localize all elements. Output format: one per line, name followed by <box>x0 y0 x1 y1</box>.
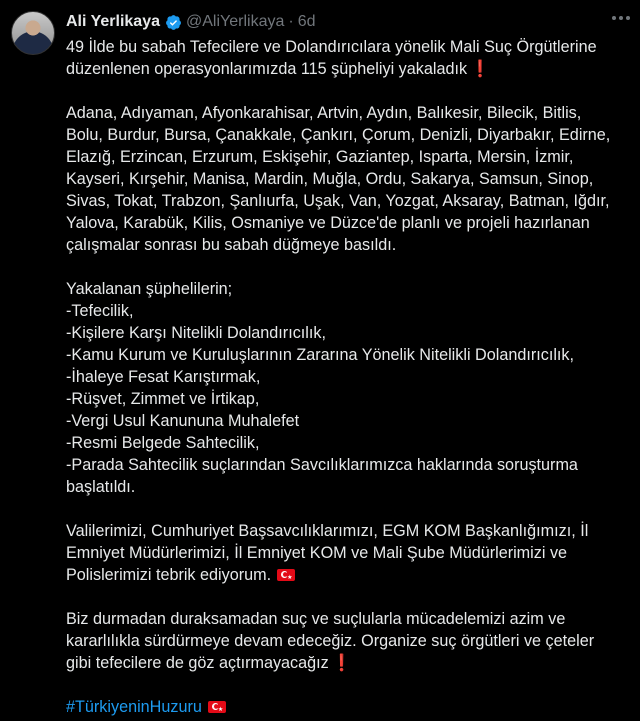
text-line: -Kamu Kurum ve Kuruluşlarının Zararına Yönelik Nitelikli Dolandırıcılık, <box>66 346 575 364</box>
text-line: düzenlenen operasyonlarımızda 115 şüpheliyi yakaladık <box>66 60 468 78</box>
text-line: Biz durmadan duraksamadan suç ve suçlularla mücadelemizi azim ve <box>66 610 566 628</box>
hashtag-link[interactable]: #TürkiyeninHuzuru <box>66 698 202 716</box>
thanks-paragraph <box>66 520 626 586</box>
flag-turkey-icon <box>277 569 295 581</box>
text-line: -Parada Sahtecilik suçlarından Savcılıklarımızca haklarında soruşturma <box>66 456 578 474</box>
text-line: Bolu, Burdur, Bursa, Çanakkale, Çankırı, Çorum, Denizli, Diyarbakır, Edirne, <box>66 126 611 144</box>
text-line: 49 İlde bu sabah Tefecilere ve Dolandırıcılara yönelik Mali Suç Örgütlerine <box>66 38 597 56</box>
tweet-text <box>66 36 626 718</box>
text-line: -Vergi Usul Kanununa Muhalefet <box>66 412 300 430</box>
text-line: Emniyet Müdürlerimizi, İl Emniyet KOM ve Mali Şube Müdürlerimizi ve <box>66 544 568 562</box>
text-line: Elazığ, Erzincan, Erzurum, Eskişehir, Gaziantep, Isparta, Mersin, İzmir, <box>66 148 574 166</box>
timestamp[interactable]: 6d <box>297 13 316 30</box>
cities-paragraph <box>66 102 626 256</box>
text-line: -Rüşvet, Zimmet ve İrtikap, <box>66 390 260 408</box>
text-line: kararlılıkla sürdürmeye devam edeceğiz. Organize suç örgütleri ve çeteler <box>66 632 595 650</box>
separator: · <box>288 13 294 30</box>
text-line: -Tefecilik, <box>66 302 134 320</box>
flag-turkey-icon <box>208 701 226 713</box>
intro-paragraph <box>66 36 626 80</box>
text-line: Yakalanan şüphelilerin; <box>66 280 233 298</box>
user-handle[interactable]: @AliYerlikaya <box>186 13 285 30</box>
text-line: Valilerimizi, Cumhuriyet Başsavcılıklarımızı, EGM KOM Başkanlığımızı, İl <box>66 522 589 540</box>
tweet-header <box>66 12 626 32</box>
exclamation-icon: ❗ <box>331 654 352 672</box>
text-line: başlatıldı. <box>66 478 136 496</box>
tweet-content <box>66 12 626 718</box>
hashtag-paragraph <box>66 696 626 718</box>
avatar[interactable] <box>11 11 55 55</box>
text-line: -Resmi Belgede Sahtecilik, <box>66 434 260 452</box>
resolve-paragraph <box>66 608 626 674</box>
exclamation-icon: ❗ <box>470 60 491 78</box>
text-line: Kayseri, Kırşehir, Manisa, Mardin, Muğla, Ordu, Sakarya, Samsun, Sinop, <box>66 170 594 188</box>
text-line: Sivas, Tokat, Trabzon, Şanlıurfa, Uşak, Van, Yozgat, Aksaray, Batman, Iğdır, <box>66 192 610 210</box>
text-line: gibi tefecilere de göz açtırmayacağız <box>66 654 329 672</box>
suspects-paragraph <box>66 278 626 498</box>
verified-badge-icon <box>165 14 182 31</box>
text-line: Adana, Adıyaman, Afyonkarahisar, Artvin, Aydın, Balıkesir, Bilecik, Bitlis, <box>66 104 582 122</box>
text-line: -Kişilere Karşı Nitelikli Dolandırıcılık, <box>66 324 326 342</box>
text-line: -İhaleye Fesat Karıştırmak, <box>66 368 261 386</box>
display-name[interactable]: Ali Yerlikaya <box>66 13 160 30</box>
text-line: Yalova, Karabük, Kilis, Osmaniye ve Düzce'de planlı ve projeli hazırlanan <box>66 214 590 232</box>
text-line: çalışmalar sonrası bu sabah düğmeye basıldı. <box>66 236 397 254</box>
text-line: Polislerimizi tebrik ediyorum. <box>66 566 272 584</box>
